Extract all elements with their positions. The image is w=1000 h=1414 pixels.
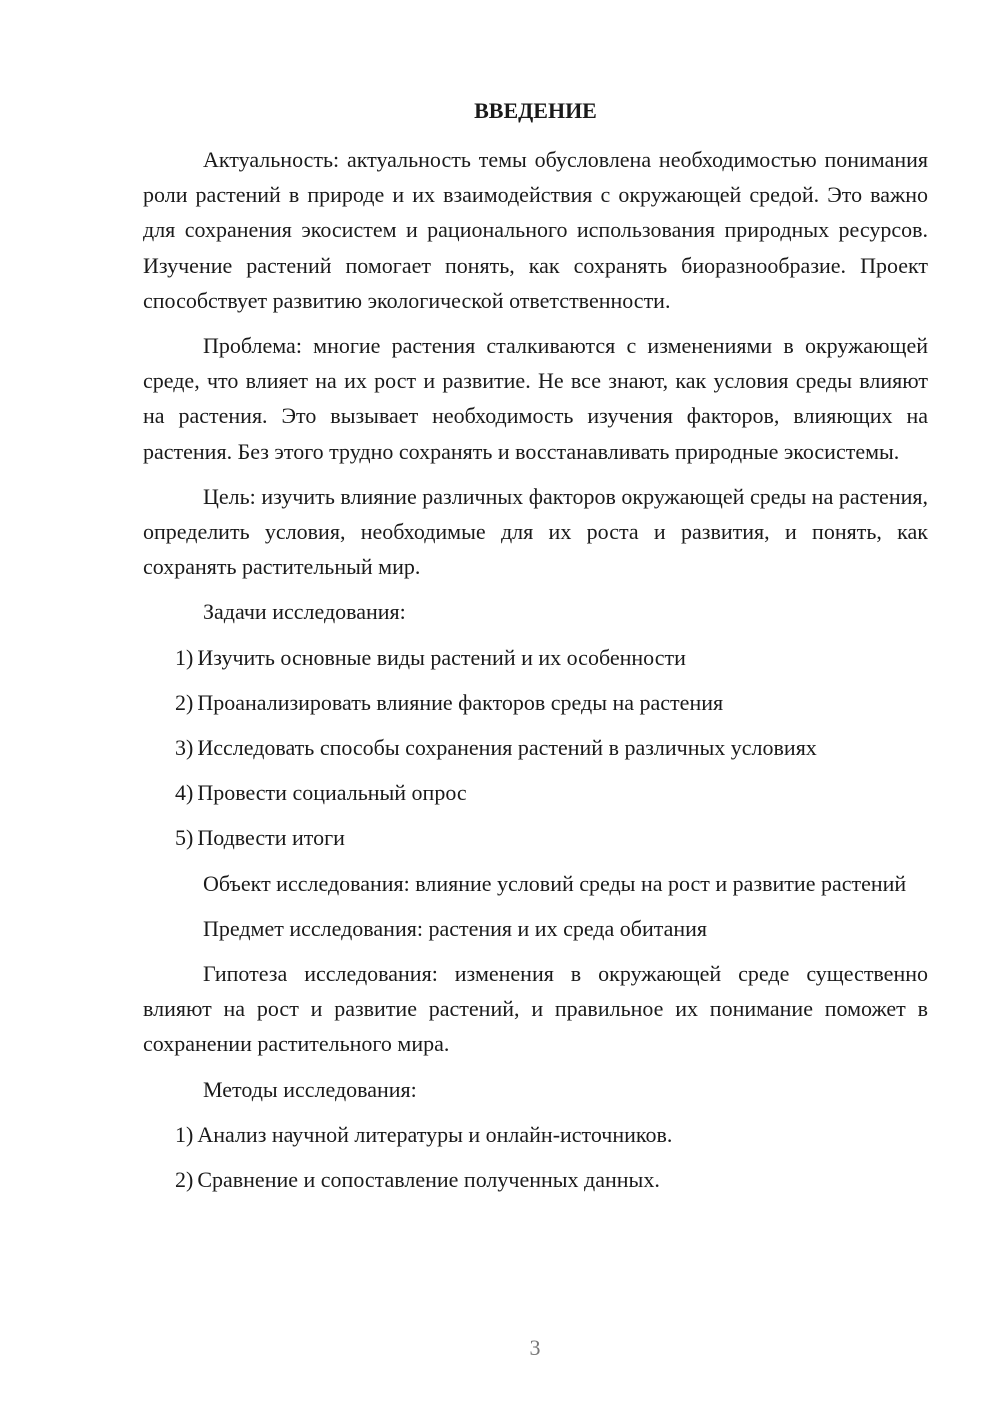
- page-number: 3: [529, 1335, 541, 1360]
- methods-list: [143, 1117, 928, 1197]
- object-paragraph: Объект исследования: влияние условий среды на рост и развитие растений: [203, 870, 907, 896]
- list-item-text: Проанализировать влияние факторов среды на растения: [197, 689, 724, 715]
- list-item-number: 1): [175, 644, 194, 670]
- tasks-list: [143, 640, 928, 856]
- list-item-text: Сравнение и сопоставление полученных данных.: [197, 1167, 660, 1193]
- page-content: [143, 96, 928, 1207]
- list-item-number: 2): [175, 1167, 194, 1193]
- goal-paragraph: Цель: изучить влияние различных факторов окружающей среды на растения, определить условия, необходимые для их роста и развития, и понять, как сохранять растительный мир.: [143, 483, 928, 580]
- list-item: [143, 1162, 928, 1197]
- list-item-number: 3): [175, 735, 194, 761]
- list-item: [143, 1117, 928, 1152]
- list-item: [143, 820, 928, 855]
- list-item-text: Провести социальный опрос: [197, 780, 467, 806]
- page-title: ВВЕДЕНИЕ: [474, 98, 597, 123]
- list-item: [143, 685, 928, 720]
- list-item: [143, 730, 928, 765]
- list-item-text: Анализ научной литературы и онлайн-источников.: [197, 1121, 673, 1147]
- list-item-number: 2): [175, 689, 194, 715]
- list-item: [143, 640, 928, 675]
- list-item-text: Изучить основные виды растений и их особенности: [197, 644, 686, 670]
- list-item-text: Подвести итоги: [197, 825, 345, 851]
- problem-paragraph: Проблема: многие растения сталкиваются с изменениями в окружающей среде, что влияет на их рост и развитие. Не все знают, как условия среды влияют на растения. Это вызывает необходимость изучения факторов, влияющих на растения. Без этого трудно сохранять и восстанавливать природные экосистемы.: [143, 333, 928, 464]
- list-item: [143, 775, 928, 810]
- list-item-number: 5): [175, 825, 194, 851]
- hypothesis-paragraph: Гипотеза исследования: изменения в окружающей среде существенно влияют на рост и развитие растений, и правильное их понимание поможет в сохранении растительного мира.: [143, 961, 928, 1057]
- relevance-paragraph: Актуальность: актуальность темы обусловлена необходимостью понимания роли растений в природе и их взаимодействия с окружающей средой. Это важно для сохранения экосистем и рационального использования природных ресурсов. Изучение растений помогает понять, как сохранять биоразнообразие. Проект способствует развитию экологической ответственности.: [143, 147, 928, 313]
- list-item-number: 1): [175, 1121, 194, 1147]
- list-item-text: Исследовать способы сохранения растений в различных условиях: [197, 735, 817, 761]
- methods-heading: Методы исследования:: [203, 1076, 417, 1102]
- tasks-heading: Задачи исследования:: [203, 599, 406, 625]
- list-item-number: 4): [175, 780, 194, 806]
- subject-paragraph: Предмет исследования: растения и их среда обитания: [203, 915, 708, 941]
